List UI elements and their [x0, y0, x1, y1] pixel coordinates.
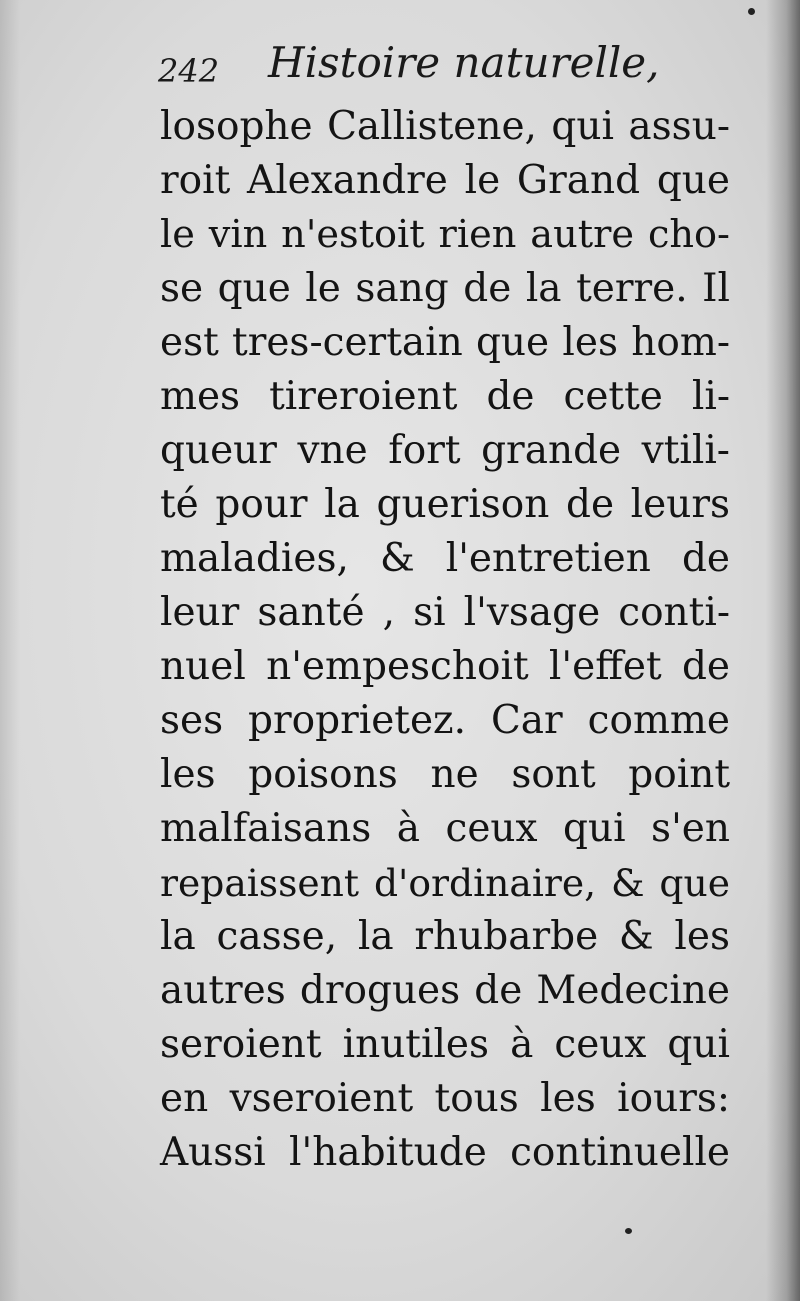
ink-spot	[625, 1228, 632, 1234]
text-line: en vseroient tous les iours:	[160, 1076, 730, 1121]
text-line: roit Alexandre le Grand que	[160, 158, 730, 203]
text-line: le vin n'estoit rien autre cho-	[160, 212, 730, 257]
text-line: queur vne fort grande vtili-	[160, 428, 730, 473]
page-number: 242	[158, 52, 220, 90]
running-header	[158, 38, 660, 94]
body-text	[160, 100, 730, 1180]
running-title: Histoire naturelle,	[268, 38, 660, 87]
text-line: repaissent d'ordinaire, & que	[160, 861, 730, 905]
text-line: seroient inutiles à ceux qui	[160, 1022, 730, 1067]
text-line: losophe Callistene, qui assu-	[160, 104, 730, 149]
page-gutter-shadow	[0, 0, 20, 1301]
ink-spot	[748, 8, 755, 15]
page-edge-shadow	[766, 0, 800, 1301]
text-line: mes tireroient de cette li-	[160, 374, 730, 419]
text-line: se que le sang de la terre. Il	[160, 266, 730, 311]
text-line: maladies, & l'entretien de	[160, 536, 730, 581]
text-line: nuel n'empeschoit l'effet de	[160, 644, 730, 689]
text-line: malfaisans à ceux qui s'en	[160, 806, 730, 851]
text-line: té pour la guerison de leurs	[160, 482, 730, 527]
text-line: la casse, la rhubarbe & les	[160, 914, 730, 959]
text-line: les poisons ne sont point	[160, 752, 730, 797]
text-line: Aussi l'habitude continuelle	[160, 1130, 730, 1175]
text-line: leur santé , si l'vsage conti-	[160, 590, 730, 635]
text-line: autres drogues de Medecine	[160, 968, 730, 1013]
text-line: est tres-certain que les hom-	[160, 320, 730, 365]
text-line: ses proprietez. Car comme	[160, 698, 730, 743]
